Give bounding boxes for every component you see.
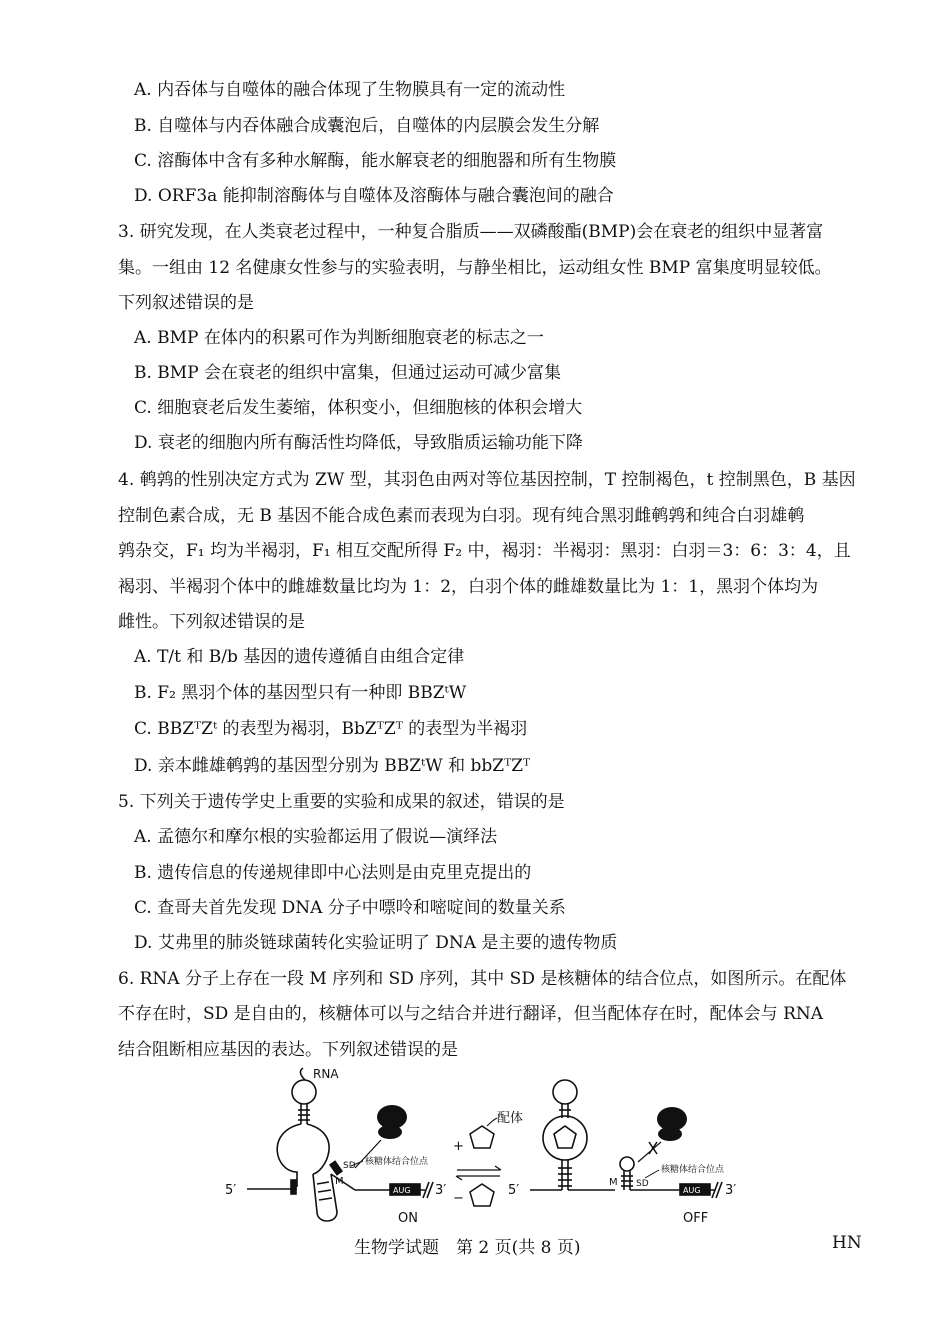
q3-stem-line-2: 集。一组由 12 名健康女性参与的实验表明，与静坐相比，运动组女性 BMP 富集度明显较低。 (118, 258, 832, 278)
riboswitch-diagram (225, 1062, 745, 1232)
q5-option-a: A. 孟德尔和摩尔根的实验都运用了假说—演绎法 (134, 827, 498, 847)
five-prime-left: 5′ (225, 1183, 237, 1198)
plus-sign: + (453, 1139, 464, 1154)
rna-label: RNA (313, 1067, 339, 1081)
off-label: OFF (683, 1211, 709, 1226)
equilibrium-arrows (456, 1166, 501, 1180)
on-label: ON (398, 1211, 418, 1226)
q4-option-a: A. T/t 和 B/b 基因的遗传遵循自由组合定律 (134, 647, 465, 667)
three-prime-right: 3′ (725, 1183, 737, 1198)
q4-option-d: D. 亲本雌雄鹌鹑的基因型分别为 BBZᵗW 和 bbZᵀZᵀ (134, 756, 531, 776)
q3-option-d: D. 衰老的细胞内所有酶活性均降低，导致脂质运输功能下降 (134, 433, 583, 453)
ribosome-blocked-icon (638, 1107, 687, 1162)
q4-stem-line-2: 控制色素合成，无 B 基因不能合成色素而表现为白羽。现有纯合黑羽雌鹌鹑和纯合白羽雄鹌 (118, 506, 805, 526)
q5-stem: 5. 下列关于遗传学史上重要的实验和成果的叙述，错误的是 (118, 792, 565, 812)
q3-option-b: B. BMP 会在衰老的组织中富集，但通过运动可减少富集 (134, 363, 562, 383)
q3-option-a: A. BMP 在体内的积累可作为判断细胞衰老的标志之一 (134, 328, 544, 348)
q4-option-c: C. BBZᵀZᵗ 的表型为褐羽，BbZᵀZᵀ 的表型为半褐羽 (134, 719, 528, 739)
q6-stem-line-3: 结合阻断相应基因的表达。下列叙述错误的是 (118, 1040, 458, 1060)
q3-option-c: C. 细胞衰老后发生萎缩，体积变小，但细胞核的体积会增大 (134, 398, 583, 418)
q4-option-b: B. F₂ 黑羽个体的基因型只有一种即 BBZᵗW (134, 683, 467, 703)
ligand-pointer (487, 1118, 497, 1126)
footer-code: HN (832, 1233, 862, 1253)
q4-stem-line-5: 雌性。下列叙述错误的是 (118, 612, 305, 632)
binding-site-label-left: 核糖体结合位点 (365, 1157, 429, 1167)
q2-option-a: A. 内吞体与自噬体的融合体现了生物膜具有一定的流动性 (134, 80, 566, 100)
q2-option-c: C. 溶酶体中含有多种水解酶，能水解衰老的细胞器和所有生物膜 (134, 151, 617, 171)
ligand-icon-top (470, 1126, 494, 1148)
q6-stem-line-1: 6. RNA 分子上存在一段 M 序列和 SD 序列，其中 SD 是核糖体的结合位点，如图所示。在配体 (118, 969, 847, 989)
off-state-structure (530, 1080, 722, 1198)
on-state-structure (247, 1067, 433, 1221)
ligand-label: 配体 (497, 1111, 524, 1126)
q2-option-d: D. ORF3a 能抑制溶酶体与自噬体及溶酶体与融合囊泡间的融合 (134, 186, 614, 206)
sd-label-left: SD (343, 1161, 356, 1171)
page-footer: 生物学试题 第 2 页(共 8 页) (354, 1238, 581, 1258)
q5-option-c: C. 查哥夫首先发现 DNA 分子中嘌呤和嘧啶间的数量关系 (134, 898, 566, 918)
m-label-right: M (609, 1177, 618, 1188)
binding-site-label-right: 核糖体结合位点 (661, 1165, 725, 1175)
m-label-left: M (335, 1176, 344, 1187)
q4-stem-line-3: 鹑杂交，F₁ 均为半褐羽，F₁ 相互交配所得 F₂ 中，褐羽：半褐羽：黑羽：白羽＝3：6：3：4，且 (118, 541, 851, 561)
q4-stem-line-4: 褐羽、半褐羽个体中的雌雄数量比均为 1：2，白羽个体的雌雄数量比为 1：1，黑羽个体均为 (118, 577, 819, 597)
q4-stem-line-1: 4. 鹌鹑的性别决定方式为 ZW 型，其羽色由两对等位基因控制，T 控制褐色，t 控制黑色，B 基因 (118, 470, 856, 490)
ligand-icon-bottom (470, 1184, 494, 1206)
aug-label-left: AUG (393, 1186, 411, 1195)
binding-site-pointer-right (645, 1170, 659, 1178)
q5-option-b: B. 遗传信息的传递规律即中心法则是由克里克提出的 (134, 863, 532, 883)
three-prime-left: 3′ (435, 1183, 447, 1198)
q3-stem-line-3: 下列叙述错误的是 (118, 293, 254, 313)
aug-label-right: AUG (683, 1186, 701, 1195)
sd-label-right: SD (636, 1179, 649, 1189)
minus-sign: − (453, 1191, 464, 1206)
q5-option-d: D. 艾弗里的肺炎链球菌转化实验证明了 DNA 是主要的遗传物质 (134, 933, 618, 953)
q6-stem-line-2: 不存在时，SD 是自由的，核糖体可以与之结合并进行翻译，但当配体存在时，配体会与 RNA (118, 1004, 824, 1024)
five-prime-right: 5′ (508, 1183, 520, 1198)
q2-option-b: B. 自噬体与内吞体融合成囊泡后，自噬体的内层膜会发生分解 (134, 116, 600, 136)
q3-stem-line-1: 3. 研究发现，在人类衰老过程中，一种复合脂质——双磷酸酯(BMP)会在衰老的组织中显著富 (118, 222, 824, 242)
